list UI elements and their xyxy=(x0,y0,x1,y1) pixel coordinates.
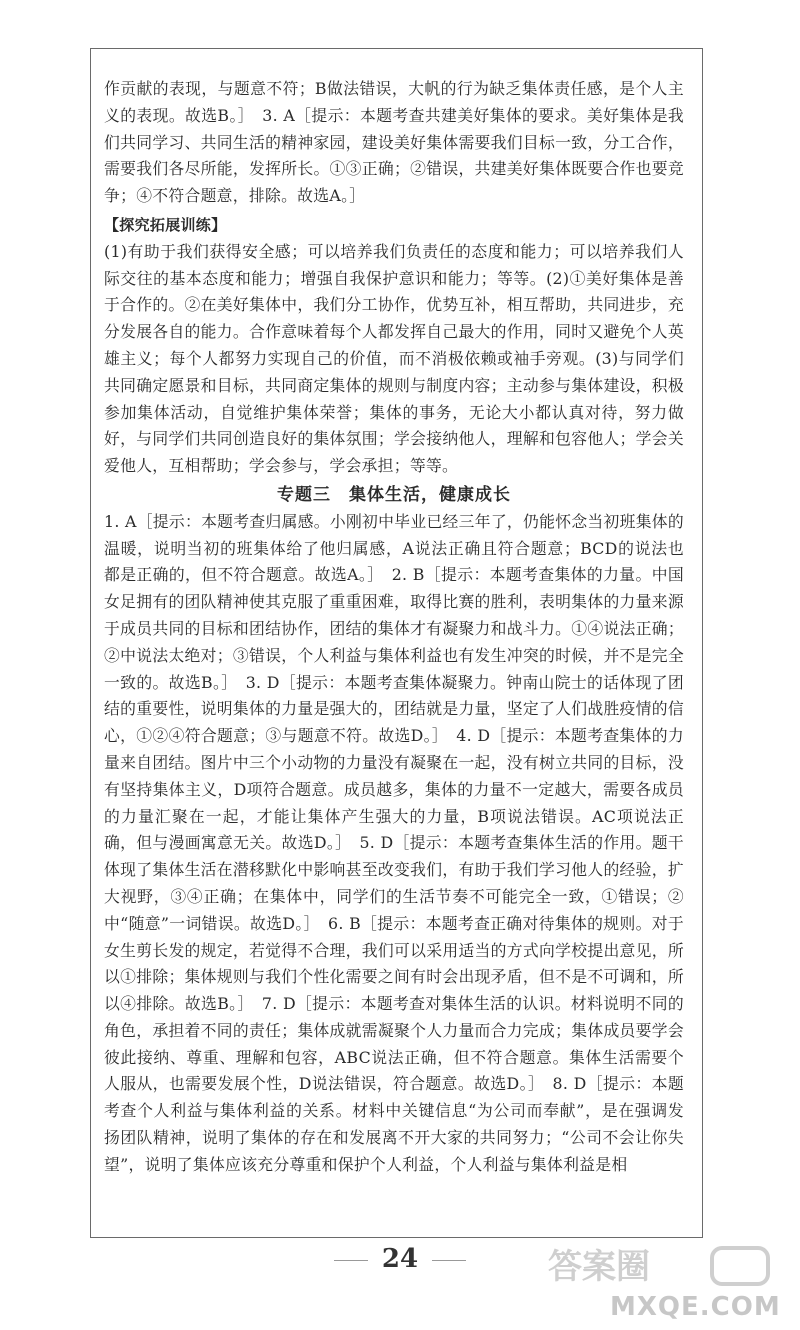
svg-text:答案圈: 答案圈 xyxy=(548,1247,650,1287)
page-number-right-dash xyxy=(432,1260,466,1261)
watermark xyxy=(540,1244,790,1324)
watermark-logo-icon xyxy=(540,1244,790,1288)
paragraph-top: 作贡献的表现，与题意不符；B做法错误，大帆的行为缺乏集体责任感，是个人主义的表现。故选B。］ 3. A［提示：本题考查共建美好集体的要求。美好集体是我们共同学习、共同生活的精神家园，建设美好集体需要我们目标一致，分工合作，需要我们各尽所能，发挥所长。①③正确；②错误，共建美好集体既要合作也要竞争；④不符合题意，排除。故选A。］ xyxy=(104,79,684,206)
paragraph-chapter: 1. A［提示：本题考查归属感。小刚初中毕业已经三年了，仍能怀念当初班集体的温暖，说明当初的班集体给了他归属感，A说法正确且符合题意；BCD的说法也都是正确的，但不符合题意。故选A。］ 2. B［提示：本题考查集体的力量。中国女足拥有的团队精神使其克服了重重困难，取得比赛的胜利，表明集体的力量来源于成员共同的目标和团结协作，团结的集体才有凝聚力和战斗力。①④说法正确；②中说法太绝对；③错误，个人利益与集体利益也有发生冲突的时候，并不是完全一致的。故选B。］ 3. D［提示：本题考查集体凝聚力。钟南山院士的话体现了团结的重要性，说明集体的力量是强大的，团结就是力量，坚定了人们战胜疫情的信心，①②④符合题意；③与题意不符。故选D。］ 4. D［提示：本题考查集体的力量来自团结。图片中三个小动物的力量没有凝聚在一起，没有树立共同的目标，没有坚持集体主义，D项符合题意。成员越多，集体的力量不一定越大，需要各成员的力量汇聚在一起，才能让集体产生强大的力量，B项说法错误。AC项说法正确，但与漫画寓意无关。故选D。］ 5. D［提示：本题考查集体生活的作用。题干体现了集体生活在潜移默化中影响甚至改变我们，有助于我们学习他人的经验，扩大视野，③④正确；在集体中，同学们的生活节奏不可能完全一致，①错误；②中“随意”一词错误。故选D。］ 6. B［提示：本题考查正确对待集体的规则。对于女生剪长发的规定，若觉得不合理，我们可以采用适当的方式向学校提出意见，所以①排除；集体规则与我们个性化需要之间有时会出现矛盾，但不是不可调和，所以④排除。故选B。］ 7. D［提示：本题考查对集体生活的认识。材料说明不同的角色，承担着不同的责任；集体成就需凝聚个人力量而合力完成；集体成员要学会彼此接纳、尊重、理解和包容，ABC说法正确，但不符合题意。集体生活需要个人服从，也需要发展个性，D说法错误，符合题意。故选D。］ 8. D［提示：本题考查个人利益与集体利益的关系。材料中关键信息“为公司而奉献”，是在强调发扬团队精神，说明了集体的存在和发展离不开大家的共同努力；“公司不会让你失望”，说明了集体应该充分尊重和保护个人利益，个人利益与集体利益是相 xyxy=(104,511,684,1174)
paragraph-explore: (1)有助于我们获得安全感；可以培养我们负责任的态度和能力；可以培养我们人际交往的基本态度和能力；增强自我保护意识和能力；等等。(2)①美好集体是善于合作的。②在美好集体中，我们分工协作，优势互补，相互帮助，共同进步，充分发展各自的能力。合作意味着每个人都发挥自己最大的作用，同时又避免个人英雄主义；每个人都努力实现自己的价值，而不消极依赖或袖手旁观。(3)与同学们共同确定愿景和目标，共同商定集体的规则与制度内容；主动参与集体建设，积极参加集体活动，自觉维护集体荣誉；集体的事务，无论大小都认真对待，努力做好，与同学们共同创造良好的集体氛围；学会接纳他人，理解和包容他人；学会关爱他人，互相帮助；学会参与，学会承担；等等。 xyxy=(104,241,684,476)
watermark-site-text: MXQE.COM xyxy=(610,1292,781,1322)
page-number-left-dash xyxy=(334,1260,368,1261)
page-number-text: 24 xyxy=(381,1244,419,1274)
answer-content xyxy=(104,76,684,1179)
section-heading: 【探究拓展训练】 xyxy=(104,215,227,234)
chapter-title: 专题三 集体生活，健康成长 xyxy=(277,484,511,505)
